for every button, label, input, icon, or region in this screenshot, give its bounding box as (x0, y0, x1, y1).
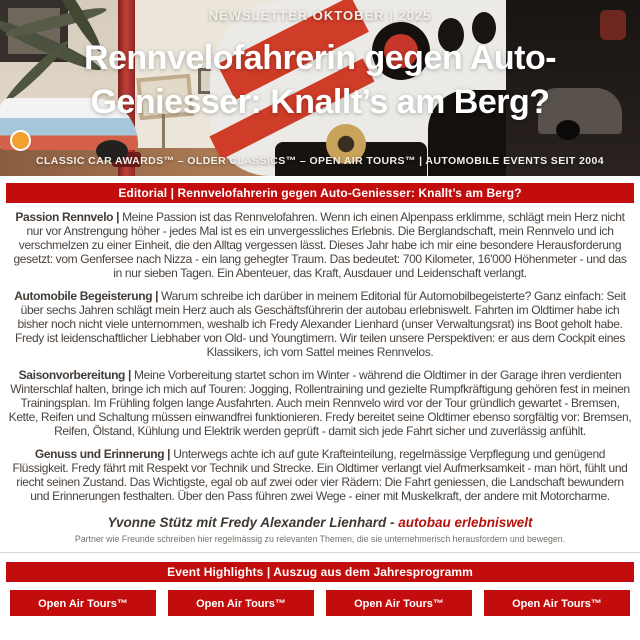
paragraph-text: Meine Passion ist das Rennvelofahren. Wenn ich einen Alpenpass erklimme, schlägt mein Herz nicht nur vor Anstrengung höher - jedes Mal ist es ein unvergessliches Erlebnis. Die Berglandschaft, mein Rennvelo und ich verschmelzen zu einer Einheit, die den Alltag vergessen lässt. Dieses Jahr habe ich mir eine besondere Herausforderung gesetzt: vom Genfersee nach Nizza - ein lang gehegter Traum. Das bedeutet: 700 Kilometer, 16'000 Höhenmeter - und das in nur sieben Tagen. Ein Abenteuer, das Kraft, Ausdauer und Leidenschaft verlangt. (13, 210, 627, 280)
editorial-paragraph (8, 210, 632, 280)
event-buttons-row (10, 590, 630, 616)
paragraph-lead: Saisonvorbereitung | (18, 368, 132, 382)
paragraph-text: Warum schreibe ich darüber in meinem Editorial für Automobilbegeisterte? Ganz einfach: Seit über sechs Jahren schlägt mein Herz auch als Geschäftsführerin der autobau erlebniswelt. Fahrten im Oldtimer habe ich bisher noch nicht viele unternommen, weshalb ich Fredy Alexander Lienhard (unser Verwaltungsrat) ins Boot geholt habe. Fredy ist leidenschaftlicher Liebhaber von Old- und Youngtimern. Wir teilen unsere Perspektiven: er aus dem Cockpit eines Klassikers, ich vom Sattel meines Rennvelos. (15, 289, 626, 359)
paragraph-lead: Passion Rennvelo | (15, 210, 120, 224)
partner-footnote: Partner wie Freunde schreiben hier regelmässig zu relevanten Themen, die sie unternehmerisch herausfordern und bewegen. (74, 534, 566, 544)
paragraph-text: Unterwegs achte ich auf gute Krafteinteilung, regelmässige Verpflegung und genügend Flüssigkeit. Fredy fährt mit Respekt vor Technik und Strecke. Ein Oldtimer verlangt viel Aufmerksamkeit - man hört, fühlt und riecht seinen Zustand. Das Wichtigste, egal ob auf zwei oder vier Rädern: Die Fahrt geniessen, die Landschaft bewundern und Erinnerungen festhalten. Über den Pass führen zwei Wege - einer mit Muskelkraft, der andere mit Motorcharme. (12, 447, 628, 503)
paragraph-lead: Genuss und Erinnerung | (34, 447, 171, 461)
events-section-header: Event Highlights | Auszug aus dem Jahresprogramm (6, 562, 634, 582)
paragraph-text: Meine Vorbereitung startet schon im Winter - während die Oldtimer in der Garage ihren verdienten Winterschlaf halten, bringe ich mich auf Touren: Jogging, Rollentraining und gezielte Rumpfkräftigung gehören fest in meinen Trainingsplan. Im Frühling folgen lange Ausfahrten. Auch mein Rennvelo wird vor der Tour gründlich gewartet - Bremsen, Kette, Reifen und Schaltung müssen einwandfrei funktionieren. Fredy bereitet seine Oldtimer ebenso sorgfältig vor: Bremsen, Reifen, Ölstand, Kühlung und Elektrik werden geprüft - damit sich jede Fahrt sicher und zuverlässig anfühlt. (8, 368, 632, 438)
page-title-line2: Geniesser: Knallt’s am Berg? (90, 83, 550, 121)
hero-text-overlay (0, 0, 640, 176)
hero-banner (0, 0, 640, 176)
page-title-line1: Rennvelofahrerin gegen Auto- (83, 39, 557, 77)
newsletter-issue-label: NEWSLETTER OKTOBER | 2025 (208, 8, 432, 23)
author-signature (8, 515, 632, 530)
open-air-tours-button[interactable]: Open Air Tours™ (484, 590, 630, 616)
brand-tagline: CLASSIC CAR AWARDS™ – OLDER CLASSICS™ – OPEN AIR TOURS™ | AUTOMOBILE EVENTS SEIT 2004 (35, 155, 605, 167)
editorial-paragraph (8, 289, 632, 359)
page-title (0, 36, 640, 124)
editorial-paragraph (8, 368, 632, 438)
section-divider (0, 552, 640, 553)
editorial-paragraph (8, 447, 632, 503)
open-air-tours-button[interactable]: Open Air Tours™ (168, 590, 314, 616)
paragraph-lead: Automobile Begeisterung | (14, 289, 159, 303)
editorial-body (0, 203, 640, 503)
open-air-tours-button[interactable]: Open Air Tours™ (326, 590, 472, 616)
editorial-section-header: Editorial | Rennvelofahrerin gegen Auto-Geniesser: Knallt’s am Berg? (6, 183, 634, 203)
author-name: Yvonne Stütz mit Fredy Alexander Lienhard - (107, 515, 399, 530)
open-air-tours-button[interactable]: Open Air Tours™ (10, 590, 156, 616)
autobau-erlebniswelt-link[interactable]: autobau erlebniswelt (398, 515, 533, 530)
